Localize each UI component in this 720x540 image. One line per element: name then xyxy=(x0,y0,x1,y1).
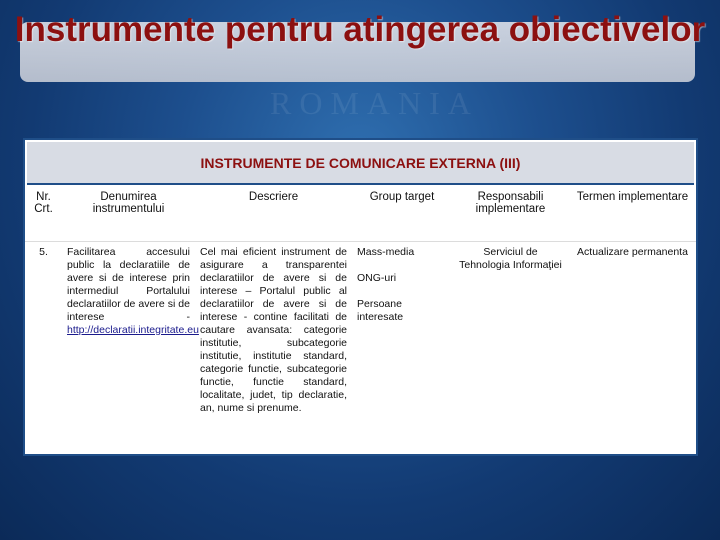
group-target-item: Persoane interesate xyxy=(357,298,404,323)
cell-descriere: Cel mai eficient instrument de asigurare a transparentei declaratiilor de avere si de interese – Portalul public al declaratiilor de avere si de interese - contine facilitati de cautare avansata: categorie institutie, subcategorie institutie, institutie standard, categorie functie, subcategorie functie, functie standard, localitate, judet, tip declaratie, an, nume si prenume. xyxy=(195,242,352,420)
table-section-header: INSTRUMENTE DE COMUNICARE EXTERNA (III) xyxy=(27,142,694,185)
column-header-responsabili: Responsabili implementare xyxy=(475,191,546,215)
cell-denumire xyxy=(62,242,199,420)
romania-watermark: ROMANIA xyxy=(270,85,479,121)
column-header-group-target: Group target xyxy=(369,191,435,203)
cell-group-target xyxy=(352,242,452,420)
column-header-termen: Termen implementare xyxy=(576,191,689,203)
portal-link[interactable]: http://declaratii.integritate.eu xyxy=(67,324,199,336)
column-header-denumire: Denumirea instrumentului xyxy=(92,191,165,215)
cell-responsabili: Serviciul de Tehnologia Informaţiei xyxy=(452,242,569,420)
table-header-row xyxy=(25,187,696,242)
cell-nr: 5. xyxy=(25,242,62,420)
column-header-nr: Nr. Crt. xyxy=(34,191,53,215)
instruments-table xyxy=(25,187,696,419)
denumire-text: Facilitarea accesului public la declaratiile de avere si de interese prin intermediul Portalului declaratiilor de avere si de interese - xyxy=(67,246,190,323)
cell-termen: Actualizare permanenta xyxy=(569,242,696,420)
slide-title: Instrumente pentru atingerea obiectivelor xyxy=(14,10,706,49)
column-header-descriere: Descriere xyxy=(248,191,299,203)
table-row xyxy=(25,242,696,420)
group-target-item: Mass-media xyxy=(357,246,415,258)
group-target-item: ONG-uri xyxy=(357,272,397,284)
instruments-table-panel xyxy=(23,138,698,456)
